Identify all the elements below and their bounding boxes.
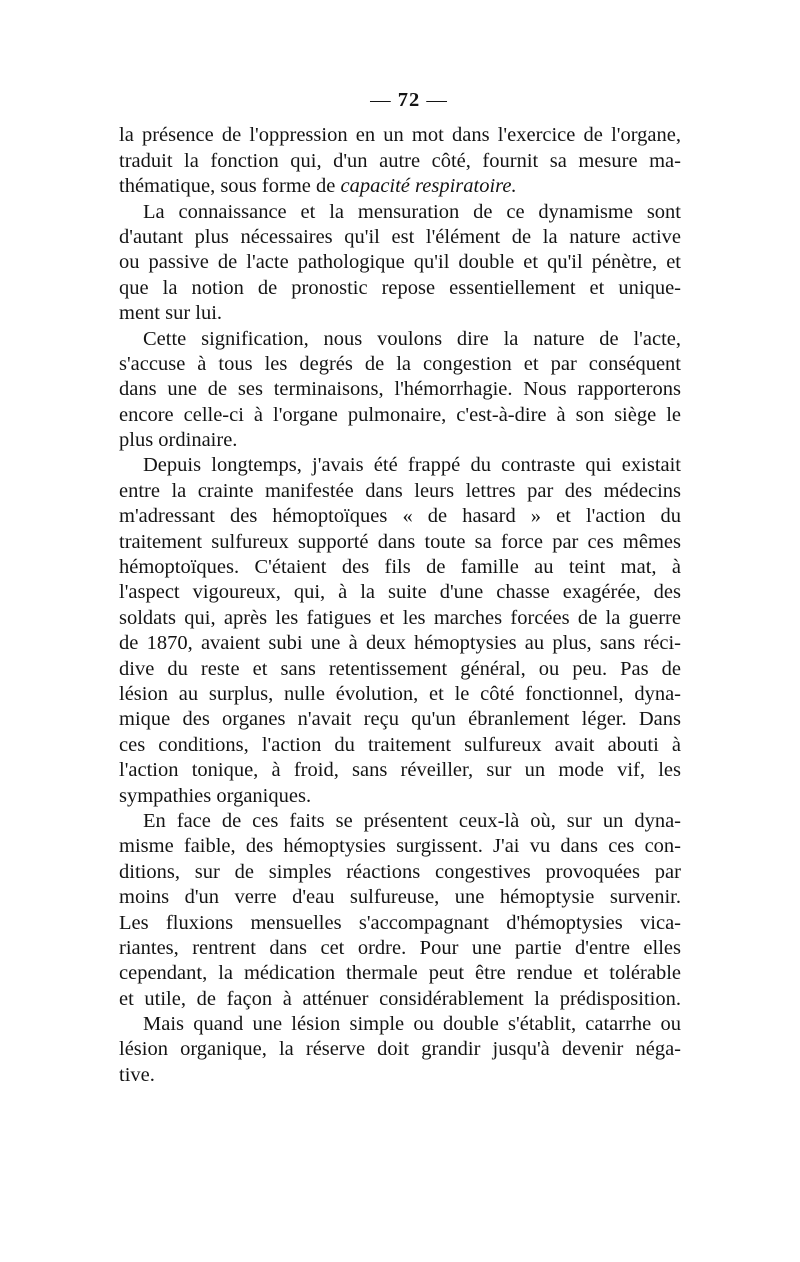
text-line: [119, 860, 681, 885]
folio-dash-right: —: [420, 89, 448, 111]
text-line: [119, 453, 681, 478]
text-line: [119, 682, 681, 707]
text-line: [119, 911, 681, 936]
text-line: [119, 352, 681, 377]
text-line: [119, 809, 681, 834]
text-line-content: m'adressant des hémoptoïques « de hasard » et l'action du: [119, 505, 681, 528]
text-line: [119, 276, 681, 301]
text-line: [119, 580, 681, 605]
text-line-content: traduit la fonction qui, d'un autre côté, fournit sa mesure ma-: [119, 149, 681, 172]
text-line-content: Les fluxions mensuelles s'accompagnant d'hémoptysies vica-: [119, 911, 681, 934]
text-line-content: moins d'un verre d'eau sulfureuse, une hémoptysie survenir.: [119, 886, 681, 909]
text-line-content: Mais quand une lésion simple ou double s'établit, catarrhe ou: [143, 1013, 681, 1036]
text-line: [119, 174, 681, 199]
text-line-content: soldats qui, après les fatigues et les marches forcées de la guerre: [119, 606, 681, 629]
text-line: [119, 936, 681, 961]
text-line-content: dive du reste et sans retentissement général, ou peu. Pas de: [119, 657, 681, 680]
text-line: [119, 885, 681, 910]
page-body: [119, 88, 681, 1088]
text-line-content: mique des organes n'avait reçu qu'un ébranlement léger. Dans: [119, 708, 681, 731]
text-line: [119, 123, 681, 148]
text-line: [119, 784, 681, 809]
text-line-content: Depuis longtemps, j'avais été frappé du contraste qui existait: [143, 454, 681, 477]
text-line-content: La connaissance et la mensuration de ce dynamisme sont: [143, 200, 681, 223]
text-line: [119, 1037, 681, 1062]
text-line-content: que la notion de pronostic repose essentiellement et unique-: [119, 276, 681, 299]
text-line: [119, 377, 681, 402]
text-line-content: lésion au surplus, nulle évolution, et le côté fonctionnel, dyna-: [119, 683, 681, 705]
text-line: [119, 1012, 681, 1037]
body-text: [119, 123, 681, 1088]
text-line: [119, 530, 681, 555]
italic-term: capacité respiratoire.: [340, 175, 517, 198]
text-line: [119, 327, 681, 352]
text-line-content: encore celle-ci à l'organe pulmonaire, c'est-à-dire à son siège le: [119, 403, 681, 426]
text-line-content: traitement sulfureux supporté dans toute sa force par ces mêmes: [119, 530, 681, 553]
text-line: [119, 707, 681, 732]
text-line: [119, 149, 681, 174]
text-line: [119, 250, 681, 275]
text-line: [119, 428, 681, 453]
text-line-content: cependant, la médication thermale peut être rendue et tolérable: [119, 962, 681, 985]
text-line: [119, 961, 681, 986]
text-line-content: ment sur lui.: [119, 302, 223, 325]
text-line-content: dans une de ses terminaisons, l'hémorrhagie. Nous rapporterons: [119, 378, 681, 401]
text-line-content: sympathies organiques.: [119, 784, 312, 807]
text-line: [119, 758, 681, 783]
text-line-content: l'action tonique, à froid, sans réveiller, sur un mode vif, les: [119, 759, 681, 782]
text-line: [119, 555, 681, 580]
text-line-content: Cette signification, nous voulons dire la nature de l'acte,: [143, 327, 681, 350]
text-line-content: ditions, sur de simples réactions congestives provoquées par: [119, 860, 681, 883]
text-line: [119, 987, 681, 1012]
text-line-content: hémoptoïques. C'étaient des fils de famille au teint mat, à: [119, 556, 681, 579]
text-line: [119, 479, 681, 504]
text-line-content: de 1870, avaient subi une à deux hémoptysies au plus, sans réci-: [119, 632, 681, 655]
text-line-content: entre la crainte manifestée dans leurs lettres par des médecins: [119, 479, 681, 502]
page-number: [119, 88, 681, 113]
text-line-content: En face de ces faits se présentent ceux-là où, sur un dyna-: [143, 809, 681, 832]
text-line: [119, 631, 681, 656]
text-line-content: misme faible, des hémoptysies surgissent. J'ai vu dans ces con-: [119, 835, 681, 858]
folio-dash-left: —: [370, 89, 398, 111]
text-line: [119, 834, 681, 859]
text-line-content: lésion organique, la réserve doit grandir jusqu'à devenir néga-: [119, 1038, 681, 1061]
text-line-content: s'accuse à tous les degrés de la congestion et par conséquent: [119, 352, 681, 375]
text-line: [119, 657, 681, 682]
text-line-content: riantes, rentrent dans cet ordre. Pour une partie d'entre elles: [119, 936, 681, 959]
text-line-content: d'autant plus nécessaires qu'il est l'élément de la nature active: [119, 225, 681, 248]
text-line: [119, 225, 681, 250]
text-line: [119, 606, 681, 631]
text-line-content: thématique, sous forme de: [119, 175, 341, 198]
text-line: [119, 200, 681, 225]
text-line-content: plus ordinaire.: [119, 429, 238, 452]
text-line-content: la présence de l'oppression en un mot dans l'exercice de l'organe,: [119, 124, 681, 147]
text-line: [119, 301, 681, 326]
text-line: [119, 733, 681, 758]
text-line-content: ces conditions, l'action du traitement sulfureux avait abouti à: [119, 733, 681, 756]
text-line-content: l'aspect vigoureux, qui, à la suite d'une chasse exagérée, des: [119, 581, 681, 604]
text-line: [119, 403, 681, 428]
text-line-content: tive.: [119, 1063, 155, 1086]
text-line-content: ou passive de l'acte pathologique qu'il double et qu'il pénètre, et: [119, 251, 681, 274]
text-line: [119, 1063, 681, 1088]
text-line: [119, 504, 681, 529]
text-line-content: et utile, de façon à atténuer considérablement la prédisposition.: [119, 987, 681, 1010]
page-number-text: 72: [397, 89, 421, 111]
